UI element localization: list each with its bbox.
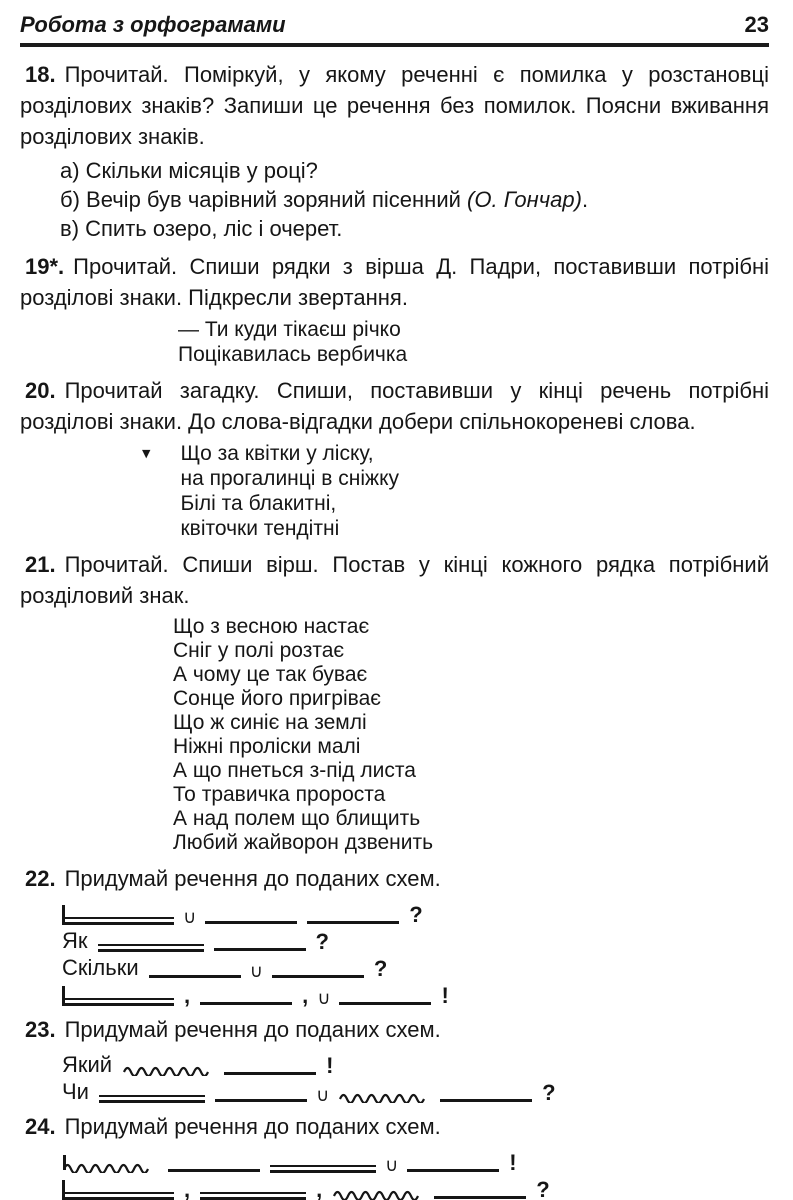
poem-line: Що за квітки у ліску, bbox=[180, 442, 374, 465]
scheme-word: Скільки bbox=[62, 955, 139, 980]
single-underline bbox=[307, 921, 399, 924]
riddle-poem bbox=[180, 441, 399, 541]
exercise-instruction bbox=[20, 1014, 769, 1045]
scheme-punctuation: , bbox=[316, 1177, 323, 1200]
triangle-marker-icon: ▼ bbox=[142, 447, 151, 460]
scheme-row bbox=[62, 979, 769, 1009]
exercise-20 bbox=[20, 375, 769, 541]
single-underline bbox=[215, 1099, 307, 1102]
single-underline bbox=[224, 1072, 316, 1075]
poem-line: Що ж синіє на землі bbox=[173, 711, 367, 734]
poem-line: на прогалинці в сніжку bbox=[180, 467, 400, 490]
options-list bbox=[20, 156, 769, 243]
exercise-instruction bbox=[20, 549, 769, 611]
scheme-row bbox=[62, 1146, 769, 1176]
wavy-underline bbox=[122, 1058, 214, 1076]
sentence-schemes bbox=[20, 1049, 769, 1106]
poem-line: квіточки тендітні bbox=[180, 517, 340, 540]
page-header bbox=[20, 12, 769, 47]
scheme-word: Чи bbox=[62, 1079, 89, 1104]
exercise-19 bbox=[20, 251, 769, 367]
option-c bbox=[60, 214, 769, 243]
scheme-punctuation: ? bbox=[373, 956, 388, 981]
scheme-punctuation: ! bbox=[326, 1053, 334, 1078]
option-source-italic: (О. Гончар) bbox=[467, 187, 582, 212]
scheme-punctuation: , bbox=[184, 983, 191, 1008]
exercise-instruction bbox=[20, 59, 769, 152]
option-text: б) Вечір був чарівний зоряний пісенний bbox=[60, 187, 468, 212]
single-underline bbox=[149, 975, 241, 978]
capital-double-underline bbox=[62, 917, 174, 925]
exercise-18 bbox=[20, 59, 769, 243]
poem-line: То травичка пророста bbox=[173, 783, 386, 806]
double-underline bbox=[99, 1095, 205, 1103]
instruction-text: Придумай речення до поданих схем. bbox=[64, 1114, 441, 1139]
poem-line: Що з весною настає bbox=[173, 615, 370, 638]
exercise-21 bbox=[20, 549, 769, 855]
wavy-underline bbox=[338, 1085, 430, 1103]
scheme-row bbox=[62, 1173, 769, 1200]
scheme-row bbox=[62, 898, 769, 928]
capital-double-underline bbox=[62, 998, 174, 1006]
short-word-cup-symbol: ∪ bbox=[317, 988, 331, 1009]
single-underline bbox=[272, 975, 364, 978]
poem-line: Поцікавилась вербичка bbox=[178, 343, 408, 366]
page-number: 23 bbox=[744, 12, 769, 37]
exercise-number: 20. bbox=[25, 378, 56, 403]
single-underline bbox=[214, 948, 306, 951]
scheme-row bbox=[62, 1049, 769, 1076]
exercise-instruction bbox=[20, 863, 769, 894]
scheme-punctuation: , bbox=[302, 983, 309, 1008]
scheme-word: Який bbox=[62, 1052, 113, 1077]
single-underline bbox=[434, 1196, 526, 1199]
poem-excerpt bbox=[178, 317, 769, 367]
instruction-text: Прочитай. Спиши рядки з вірша Д. Падри, поставивши потрібні розділові знаки. Підкресли звертання. bbox=[20, 254, 769, 310]
exercise-number: 22. bbox=[25, 866, 56, 891]
double-underline bbox=[200, 1192, 306, 1200]
exercise-instruction bbox=[20, 1111, 769, 1142]
exercise-number: 23. bbox=[25, 1017, 56, 1042]
exercise-23 bbox=[20, 1014, 769, 1106]
double-underline bbox=[270, 1165, 376, 1173]
poem-line: А чому це так буває bbox=[173, 663, 368, 686]
poem-verse bbox=[173, 615, 769, 855]
short-word-cup-symbol: ∪ bbox=[249, 961, 263, 982]
scheme-punctuation: ? bbox=[409, 902, 423, 927]
exercise-number: 21. bbox=[25, 552, 56, 577]
poem-line: Сонце його пригріває bbox=[173, 687, 381, 710]
single-underline bbox=[339, 1002, 431, 1005]
short-word-cup-symbol: ∪ bbox=[183, 907, 197, 928]
scheme-punctuation: ? bbox=[315, 929, 329, 954]
option-text: в) Спить озеро, ліс і очерет. bbox=[60, 216, 343, 241]
poem-line: А що пнеться з-під листа bbox=[173, 759, 416, 782]
poem-line: Сніг у полі розтає bbox=[173, 639, 345, 662]
scheme-row bbox=[62, 952, 769, 982]
sentence-schemes bbox=[20, 1146, 769, 1200]
option-text: а) Скільки місяців у році? bbox=[60, 158, 318, 183]
scheme-row bbox=[62, 1076, 769, 1106]
option-a bbox=[60, 156, 769, 185]
double-underline bbox=[98, 944, 204, 952]
scheme-punctuation: ? bbox=[542, 1080, 556, 1105]
capital-wavy-underline bbox=[62, 1155, 158, 1173]
exercise-24 bbox=[20, 1111, 769, 1200]
sentence-schemes bbox=[20, 898, 769, 1009]
single-underline bbox=[440, 1099, 532, 1102]
exercise-instruction bbox=[20, 375, 769, 437]
poem-line: Білі та блакитні, bbox=[180, 492, 337, 515]
scheme-word: Як bbox=[62, 928, 88, 953]
exercise-number: 19*. bbox=[25, 254, 65, 279]
scheme-punctuation: ! bbox=[509, 1150, 517, 1175]
section-title: Робота з орфограмами bbox=[20, 12, 286, 37]
instruction-text: Придумай речення до поданих схем. bbox=[64, 1017, 441, 1042]
short-word-cup-symbol: ∪ bbox=[315, 1085, 330, 1106]
single-underline bbox=[200, 1002, 292, 1005]
instruction-text: Прочитай. Спиши вірш. Постав у кінці кожного рядка потрібний розділовий знак. bbox=[20, 552, 769, 608]
option-after: . bbox=[581, 187, 589, 212]
poem-line: А над полем що блищить bbox=[173, 807, 421, 830]
scheme-punctuation: , bbox=[184, 1177, 191, 1200]
exercise-number: 18. bbox=[25, 62, 56, 87]
exercise-instruction bbox=[20, 251, 769, 313]
riddle-block bbox=[142, 441, 769, 541]
poem-line: — Ти куди тікаєш річко bbox=[178, 318, 401, 341]
short-word-cup-symbol: ∪ bbox=[385, 1155, 399, 1176]
exercise-22 bbox=[20, 863, 769, 1009]
exercise-number: 24. bbox=[25, 1114, 56, 1139]
single-underline bbox=[168, 1169, 260, 1172]
scheme-punctuation: ! bbox=[441, 983, 449, 1008]
wavy-underline bbox=[332, 1182, 424, 1200]
scheme-row bbox=[62, 925, 769, 952]
single-underline bbox=[407, 1169, 499, 1172]
poem-line: Ніжні проліски малі bbox=[173, 735, 361, 758]
scheme-punctuation: ? bbox=[536, 1177, 550, 1200]
instruction-text: Придумай речення до поданих схем. bbox=[64, 866, 441, 891]
instruction-text: Прочитай. Поміркуй, у якому реченні є помилка у розстановці розділових знаків? Запиши це речення без помилок. Поясни вживання розділових знаків. bbox=[20, 62, 769, 149]
instruction-text: Прочитай загадку. Спиши, поставивши у кінці речень потрібні розділові знаки. До слова-відгадки добери спільнокореневі слова. bbox=[20, 378, 769, 434]
single-underline bbox=[205, 921, 297, 924]
option-b bbox=[60, 185, 769, 214]
poem-line: Любий жайворон дзвенить bbox=[173, 831, 434, 854]
capital-double-underline bbox=[62, 1192, 174, 1200]
